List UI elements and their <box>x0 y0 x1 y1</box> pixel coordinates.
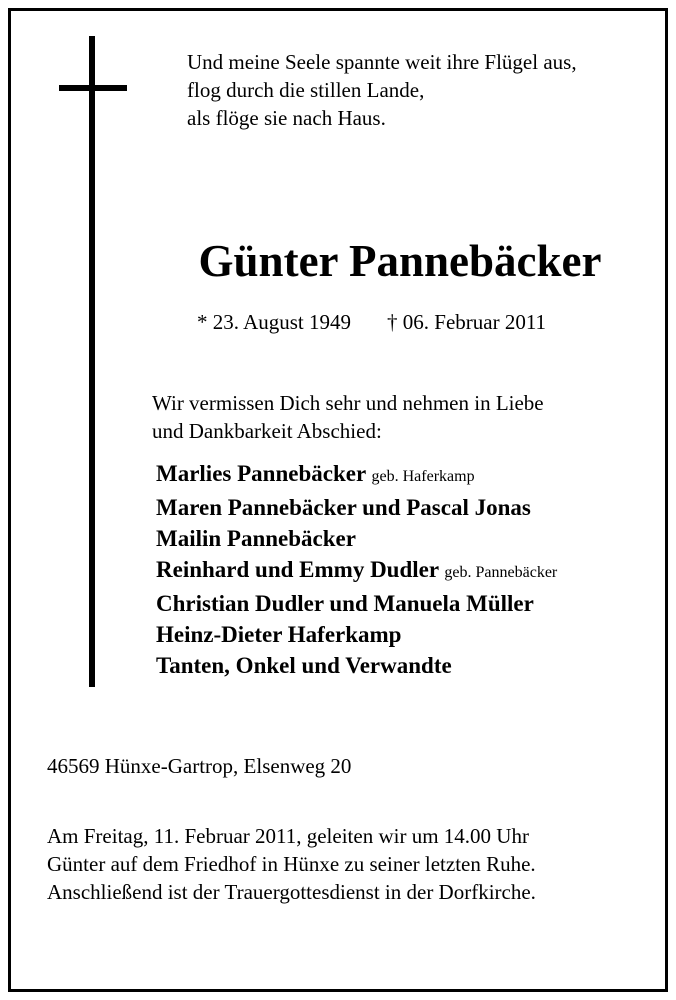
farewell-line: Wir vermissen Dich sehr und nehmen in Liebe <box>152 391 544 415</box>
mourner-item <box>156 619 656 650</box>
funeral-notice <box>47 822 647 906</box>
mourner-name: Maren Pannebäcker und Pascal Jonas <box>156 495 531 520</box>
poem <box>187 48 657 132</box>
farewell-line: und Dankbarkeit Abschied: <box>152 419 382 443</box>
cross-horizontal-bar <box>59 85 127 91</box>
mourner-item <box>156 458 656 492</box>
mourner-item <box>156 492 656 523</box>
mourner-item <box>156 554 656 588</box>
mourner-item <box>156 650 656 681</box>
mourners-list <box>156 458 656 681</box>
poem-line: flog durch die stillen Lande, <box>187 78 425 102</box>
funeral-line: Anschließend ist der Trauergottesdienst in der Dorfkirche. <box>47 880 536 904</box>
mourner-nee: geb. Pannebäcker <box>444 564 558 581</box>
mourner-name: Mailin Pannebäcker <box>156 526 356 551</box>
mourner-name: Tanten, Onkel und Verwandte <box>156 653 452 678</box>
mourner-name: Reinhard und Emmy Dudler <box>156 557 439 582</box>
life-dates <box>197 308 657 336</box>
mourner-name: Christian Dudler und Manuela Müller <box>156 591 534 616</box>
mourner-name: Heinz-Dieter Haferkamp <box>156 622 402 647</box>
birth-date: * 23. August 1949 <box>197 310 352 334</box>
farewell-text <box>152 389 652 445</box>
deceased-name: Günter Pannebäcker <box>198 236 602 286</box>
mourner-nee: geb. Haferkamp <box>371 468 475 485</box>
poem-line: als flöge sie nach Haus. <box>187 106 386 130</box>
mourner-item <box>156 523 656 554</box>
family-address: 46569 Hünxe-Gartrop, Elsenweg 20 <box>47 754 352 778</box>
mourner-name: Marlies Pannebäcker <box>156 461 366 486</box>
cross-vertical-bar <box>89 36 95 687</box>
poem-line: Und meine Seele spannte weit ihre Flügel aus, <box>187 50 577 74</box>
funeral-line: Am Freitag, 11. Februar 2011, geleiten wir um 14.00 Uhr <box>47 824 529 848</box>
death-date: † 06. Februar 2011 <box>387 310 547 334</box>
mourner-item <box>156 588 656 619</box>
funeral-line: Günter auf dem Friedhof in Hünxe zu seiner letzten Ruhe. <box>47 852 536 876</box>
